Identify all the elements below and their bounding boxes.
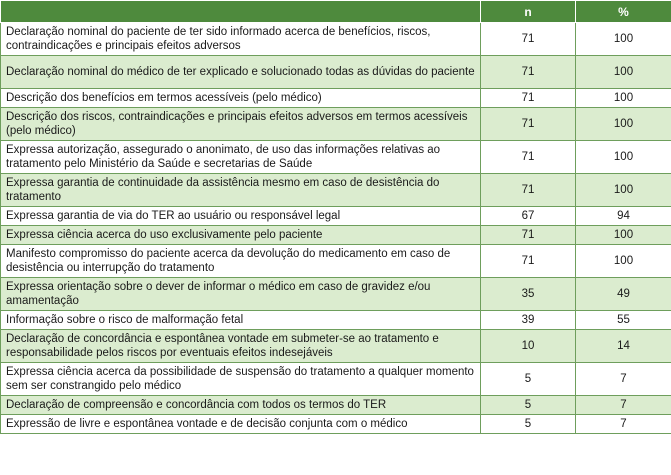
table-row — [1, 141, 671, 174]
row-n: 71 — [481, 108, 576, 141]
table-row — [1, 226, 671, 245]
row-description: Declaração nominal do médico de ter explicado e solucionado todas as dúvidas do paciente — [1, 56, 481, 89]
row-percent: 100 — [576, 89, 671, 108]
row-percent: 100 — [576, 141, 671, 174]
table-row — [1, 108, 671, 141]
table-row — [1, 330, 671, 363]
table-row — [1, 396, 671, 415]
row-description: Expressa autorização, assegurado o anonimato, de uso das informações relativas ao tratamento pelo Ministério da Saúde e secretarias de Saúde — [1, 141, 481, 174]
row-description: Declaração de concordância e espontânea vontade em submeter-se ao tratamento e responsabilidade pelos riscos por eventuais efeitos indesejáveis — [1, 330, 481, 363]
row-n: 5 — [481, 363, 576, 396]
row-percent: 7 — [576, 396, 671, 415]
row-percent: 7 — [576, 363, 671, 396]
row-percent: 7 — [576, 415, 671, 434]
row-description: Expressão de livre e espontânea vontade e de decisão conjunta com o médico — [1, 415, 481, 434]
row-n: 71 — [481, 174, 576, 207]
row-n: 5 — [481, 396, 576, 415]
row-n: 35 — [481, 278, 576, 311]
row-percent: 14 — [576, 330, 671, 363]
row-percent: 100 — [576, 108, 671, 141]
table-row — [1, 207, 671, 226]
row-description: Descrição dos riscos, contraindicações e principais efeitos adversos em termos acessíveis (pelo médico) — [1, 108, 481, 141]
row-description: Declaração de compreensão e concordância com todos os termos do TER — [1, 396, 481, 415]
table-row — [1, 23, 671, 56]
row-percent: 55 — [576, 311, 671, 330]
row-percent: 100 — [576, 23, 671, 56]
row-percent: 49 — [576, 278, 671, 311]
table-row — [1, 363, 671, 396]
row-description: Expressa garantia de via do TER ao usuário ou responsável legal — [1, 207, 481, 226]
row-n: 71 — [481, 141, 576, 174]
row-n: 71 — [481, 89, 576, 108]
row-n: 71 — [481, 245, 576, 278]
table-row — [1, 278, 671, 311]
row-description: Declaração nominal do paciente de ter sido informado acerca de benefícios, riscos, contraindicações e principais efeitos adversos — [1, 23, 481, 56]
row-n: 67 — [481, 207, 576, 226]
table-row — [1, 311, 671, 330]
row-percent: 100 — [576, 245, 671, 278]
table-row — [1, 56, 671, 89]
table-row — [1, 245, 671, 278]
header-n: n — [481, 1, 576, 23]
row-percent: 94 — [576, 207, 671, 226]
row-n: 71 — [481, 226, 576, 245]
row-n: 10 — [481, 330, 576, 363]
row-percent: 100 — [576, 226, 671, 245]
row-description: Expressa ciência acerca do uso exclusivamente pelo paciente — [1, 226, 481, 245]
row-percent: 100 — [576, 56, 671, 89]
row-description: Informação sobre o risco de malformação fetal — [1, 311, 481, 330]
row-n: 5 — [481, 415, 576, 434]
row-percent: 100 — [576, 174, 671, 207]
table-row — [1, 89, 671, 108]
row-description: Expressa garantia de continuidade da assistência mesmo em caso de desistência do tratamento — [1, 174, 481, 207]
row-description: Manifesto compromisso do paciente acerca da devolução do medicamento em caso de desistência ou interrupção do tratamento — [1, 245, 481, 278]
row-n: 39 — [481, 311, 576, 330]
row-n: 71 — [481, 56, 576, 89]
header-percent: % — [576, 1, 671, 23]
row-description: Expressa ciência acerca da possibilidade de suspensão do tratamento a qualquer momento sem ser constrangido pelo médico — [1, 363, 481, 396]
table-row — [1, 415, 671, 434]
row-description: Expressa orientação sobre o dever de informar o médico em caso de gravidez e/ou amamentação — [1, 278, 481, 311]
header-row — [1, 1, 671, 23]
table-row — [1, 174, 671, 207]
header-description — [1, 1, 481, 23]
row-n: 71 — [481, 23, 576, 56]
row-description: Descrição dos benefícios em termos acessíveis (pelo médico) — [1, 89, 481, 108]
